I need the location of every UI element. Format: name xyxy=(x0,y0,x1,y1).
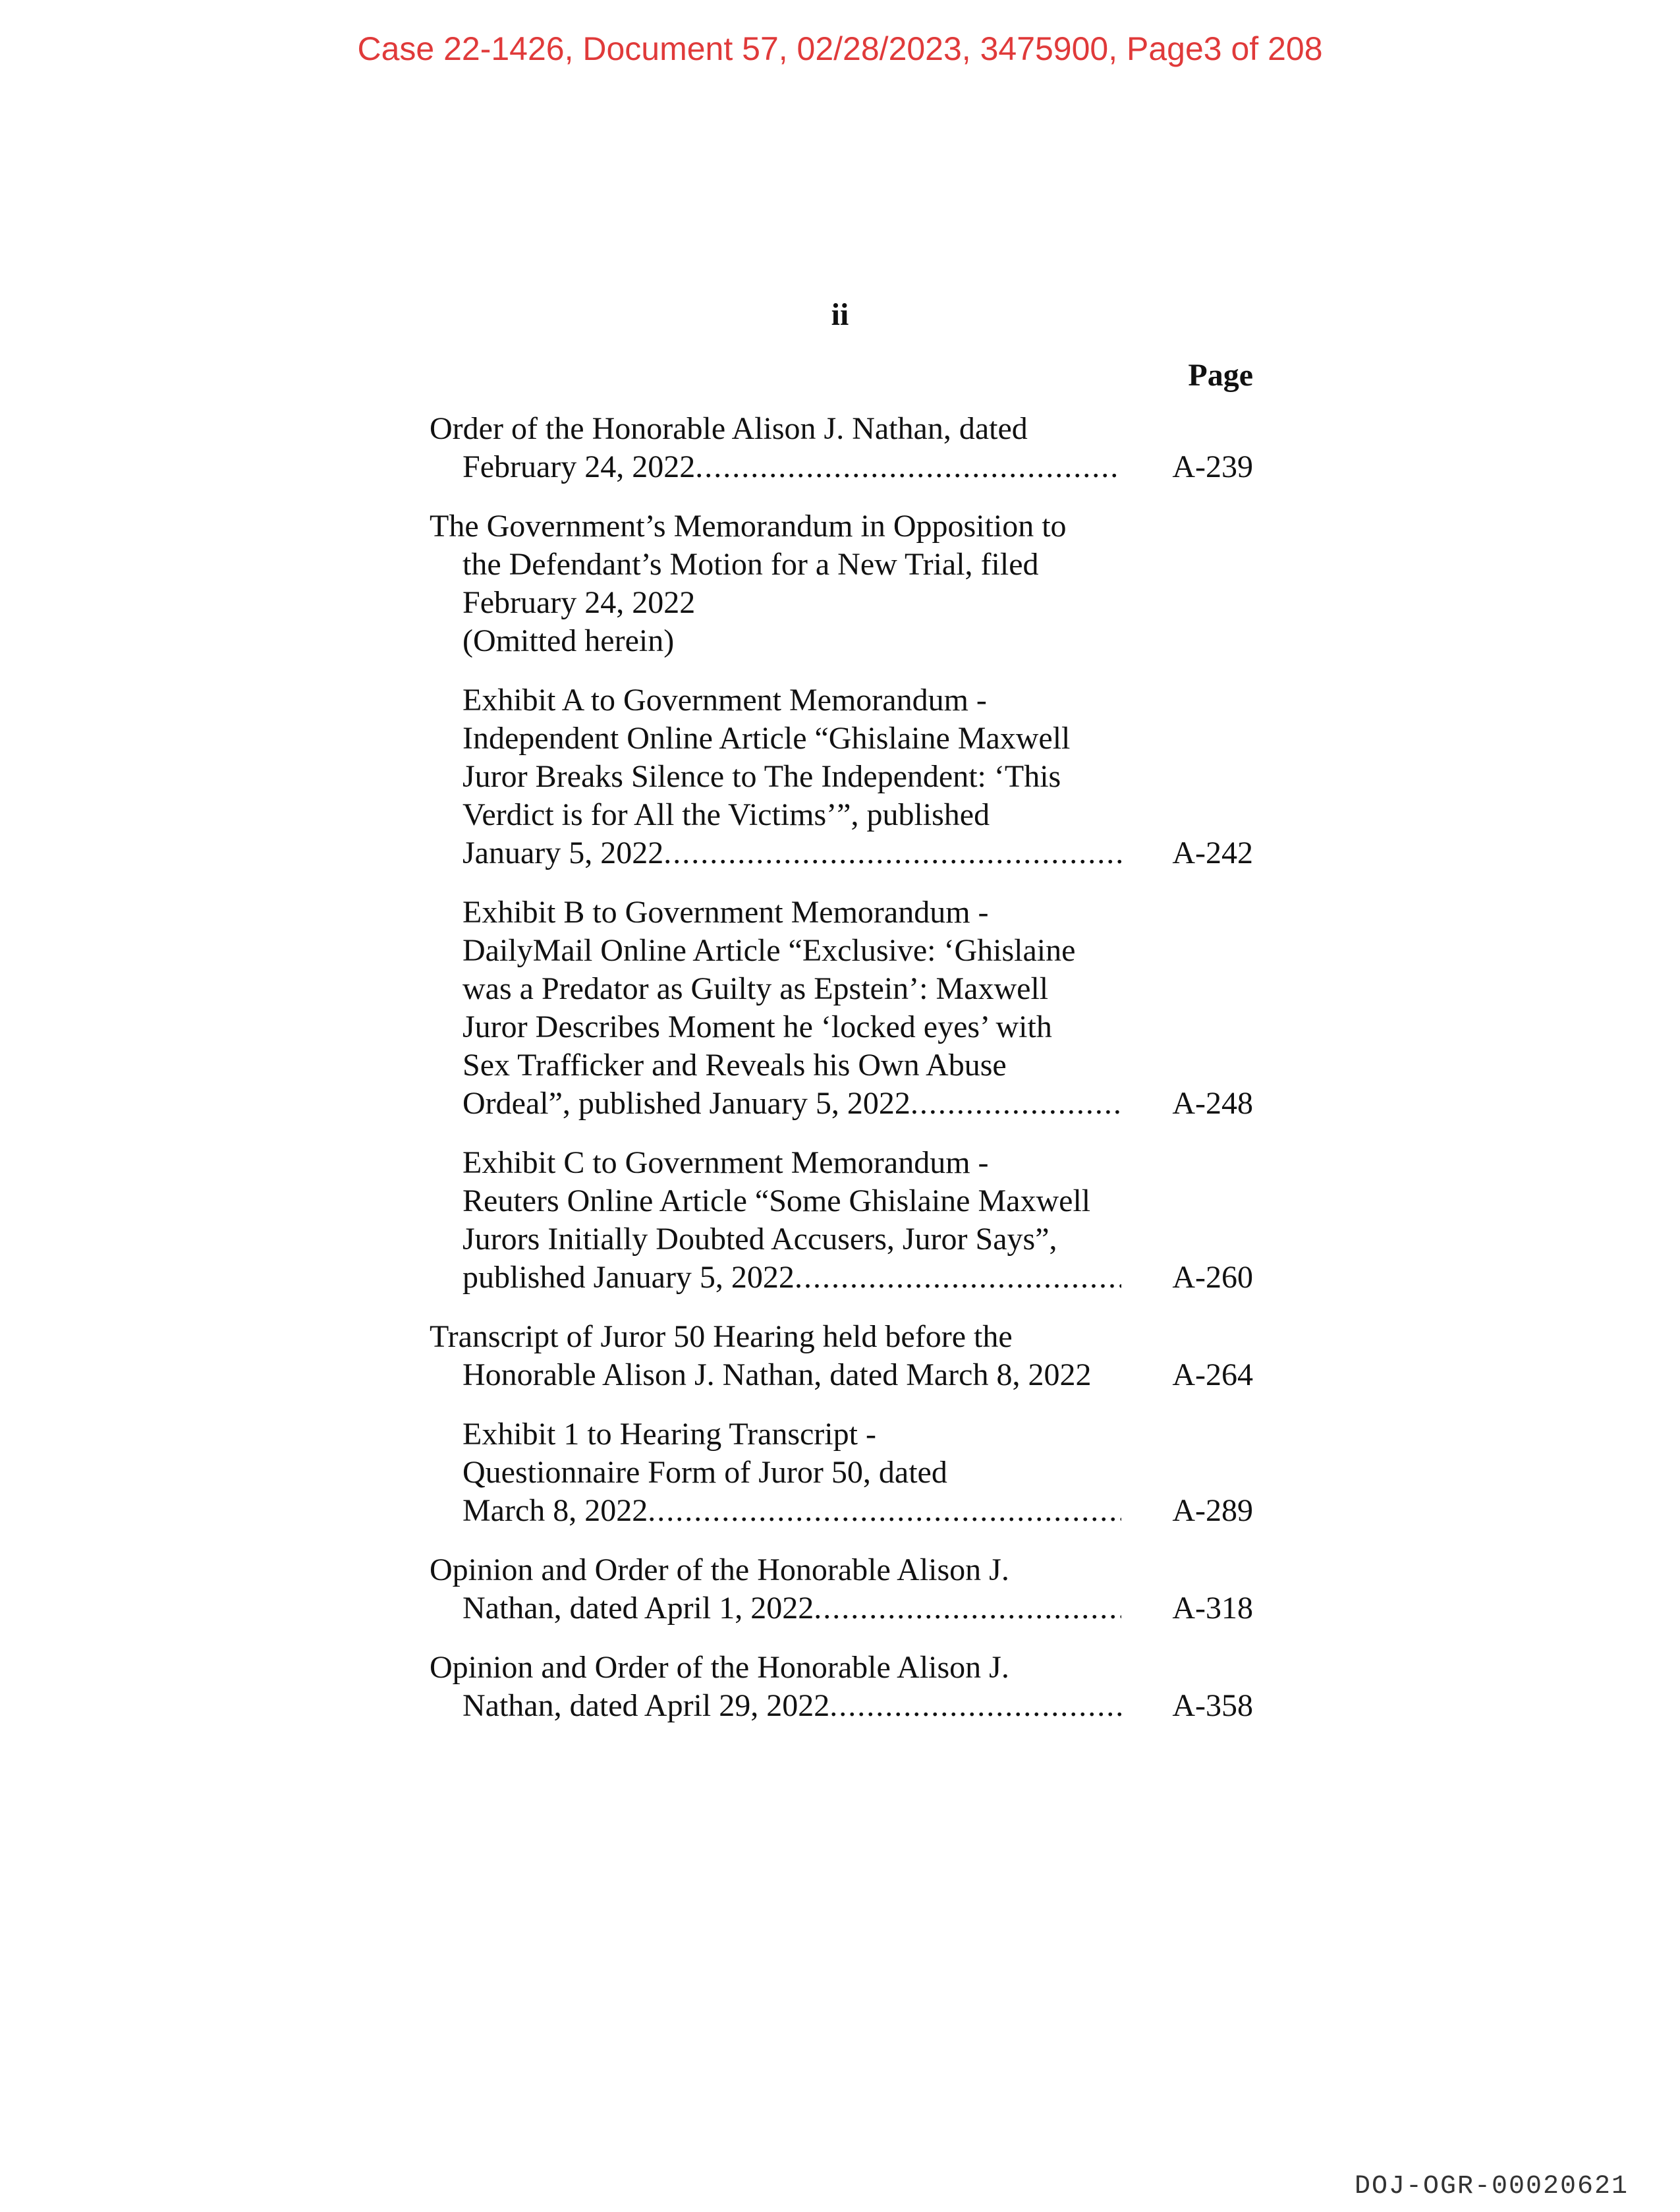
toc-entry-page: A-242 xyxy=(1172,836,1253,870)
toc-entry-page: A-289 xyxy=(1172,1493,1253,1528)
toc-entry xyxy=(430,1649,1253,1725)
toc-entry-line: (Omitted herein) xyxy=(462,623,675,658)
case-header-stamp: Case 22-1426, Document 57, 02/28/2023, 3475900, Page3 of 208 xyxy=(357,30,1323,67)
toc-entry-page: A-318 xyxy=(1172,1591,1253,1626)
toc-entry-line: Exhibit C to Government Memorandum - xyxy=(462,1145,989,1180)
toc-entry xyxy=(430,1551,1253,1628)
toc-entry-line: Transcript of Juror 50 Hearing held before the xyxy=(430,1319,1013,1354)
toc-entry-title xyxy=(430,681,1121,872)
toc-entry xyxy=(430,893,1253,1123)
toc-entry-title xyxy=(430,1649,1121,1725)
toc-entry-line: Independent Online Article “Ghislaine Maxwell xyxy=(462,721,1071,756)
toc-entry-line: Juror Describes Moment he ‘locked eyes’ with xyxy=(462,1009,1052,1044)
toc-entry-line: Exhibit B to Government Memorandum - xyxy=(462,895,989,930)
toc-entry-title xyxy=(430,893,1121,1123)
toc-entry-title xyxy=(430,1551,1121,1628)
toc-entry-title xyxy=(430,410,1121,486)
dot-leader xyxy=(648,1492,1121,1530)
dot-leader xyxy=(910,1085,1121,1123)
toc-entry-line: The Government’s Memorandum in Opposition to xyxy=(430,509,1067,544)
toc-entry xyxy=(430,410,1253,486)
toc-entry-line: Exhibit 1 to Hearing Transcript - xyxy=(462,1417,876,1452)
toc-entry-line: January 5, 2022 xyxy=(462,836,664,870)
toc-entry-line: Nathan, dated April 29, 2022 xyxy=(462,1688,830,1723)
toc-entry-line: Opinion and Order of the Honorable Alison J. xyxy=(430,1552,1009,1587)
toc-entries xyxy=(430,410,1253,1725)
toc-entry-line: February 24, 2022 xyxy=(462,585,696,620)
toc-entry-line: February 24, 2022 xyxy=(462,449,696,484)
dot-leader xyxy=(814,1589,1121,1628)
toc-entry-page: A-260 xyxy=(1172,1260,1253,1295)
toc-entry-line: Verdict is for All the Victims’”, published xyxy=(462,797,990,832)
toc-entry-line: Reuters Online Article “Some Ghislaine Maxwell xyxy=(462,1183,1091,1218)
toc-entry-page: A-264 xyxy=(1172,1357,1253,1392)
toc-entry-line: Opinion and Order of the Honorable Alison J. xyxy=(430,1650,1009,1685)
toc-entry-line: Exhibit A to Government Memorandum - xyxy=(462,683,987,718)
toc-entry-page: A-239 xyxy=(1172,449,1253,484)
toc-entry-line: DailyMail Online Article “Exclusive: ‘Ghislaine xyxy=(462,933,1076,968)
dot-leader xyxy=(795,1259,1121,1297)
toc-entry-page: A-358 xyxy=(1172,1688,1253,1723)
toc-entry-title xyxy=(430,1318,1121,1394)
page-number: ii xyxy=(831,297,849,332)
dot-leader xyxy=(829,1687,1121,1725)
toc-entry xyxy=(430,507,1253,660)
toc-entry-line: March 8, 2022 xyxy=(462,1493,648,1528)
toc-entry-line: Jurors Initially Doubted Accusers, Juror Says”, xyxy=(462,1222,1057,1257)
toc-entry xyxy=(430,681,1253,872)
toc-entry-line: Honorable Alison J. Nathan, dated March 8, 2022 xyxy=(462,1357,1092,1392)
page-column-header: Page xyxy=(1188,358,1253,393)
toc-entry-line: Sex Trafficker and Reveals his Own Abuse xyxy=(462,1048,1007,1083)
bates-number: DOJ-OGR-00020621 xyxy=(1354,2172,1629,2201)
toc-entry xyxy=(430,1144,1253,1297)
toc-entry-page: A-248 xyxy=(1172,1086,1253,1121)
table-of-contents xyxy=(430,356,1253,1725)
toc-entry-title xyxy=(430,1144,1121,1297)
toc-entry-title xyxy=(430,1415,1121,1530)
toc-entry-line: Nathan, dated April 1, 2022 xyxy=(462,1591,814,1626)
toc-entry xyxy=(430,1415,1253,1530)
toc-entry-title xyxy=(430,507,1121,660)
dot-leader xyxy=(663,834,1121,872)
toc-entry-line: was a Predator as Guilty as Epstein’: Maxwell xyxy=(462,971,1049,1006)
toc-entry-line: the Defendant’s Motion for a New Trial, filed xyxy=(462,547,1039,582)
toc-entry-line: Order of the Honorable Alison J. Nathan, dated xyxy=(430,411,1028,446)
toc-entry-line: Juror Breaks Silence to The Independent: ‘This xyxy=(462,759,1061,794)
toc-entry-line: Questionnaire Form of Juror 50, dated xyxy=(462,1455,947,1490)
toc-entry-line: Ordeal”, published January 5, 2022 xyxy=(462,1086,910,1121)
toc-entry-line: published January 5, 2022 xyxy=(462,1260,795,1295)
dot-leader xyxy=(695,448,1121,486)
toc-entry xyxy=(430,1318,1253,1394)
